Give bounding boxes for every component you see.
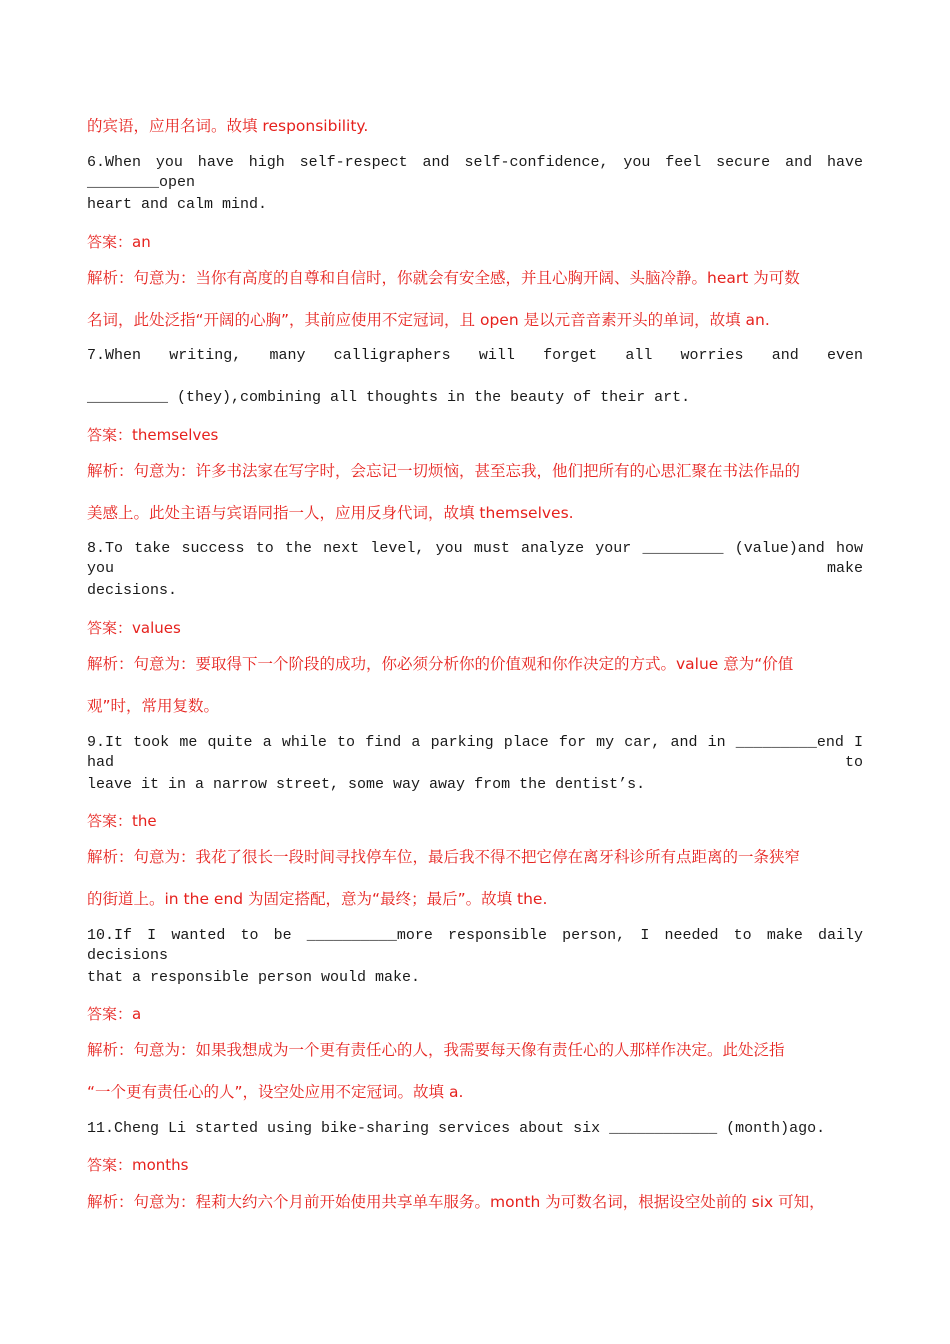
answer-10: 答案：a xyxy=(87,1005,142,1023)
explanation-6-line-1: 解析：句意为：当你有高度的自尊和自信时，你就会有安全感，并且心胸开阔、头脑冷静。heart 为可数 xyxy=(87,269,800,287)
question-6-line-2: heart and calm mind. xyxy=(87,196,268,213)
answer-6: 答案：an xyxy=(87,233,151,251)
question-6-line-1: 6.When you have high self-respect and self-confidence, you feel secure and have ________open xyxy=(87,154,863,191)
explanation-6-line-2: 名词，此处泛指“开阔的心胸”，其前应使用不定冠词，且 open 是以元音音素开头的单词，故填 an. xyxy=(87,311,770,329)
explanation-10-line-2: “一个更有责任心的人”，设空处应用不定冠词。故填 a. xyxy=(87,1083,464,1101)
explanation-7-line-1: 解析：句意为：许多书法家在写字时，会忘记一切烦恼，甚至忘我，他们把所有的心思汇聚在书法作品的 xyxy=(87,462,801,480)
explanation-8-line-2: 观”时，常用复数。 xyxy=(87,697,220,715)
explanation-line: 的宾语，应用名词。故填 responsibility. xyxy=(87,117,369,135)
question-8-line-1: 8.To take success to the next level, you must analyze your _________ (value)and how you make xyxy=(87,540,863,577)
explanation-11-line-1: 解析：句意为：程莉大约六个月前开始使用共享单车服务。month 为可数名词，根据设空处前的 six 可知， xyxy=(87,1193,825,1211)
explanation-9-line-1: 解析：句意为：我花了很长一段时间寻找停车位，最后我不得不把它停在离牙科诊所有点距离的一条狭窄 xyxy=(87,848,801,866)
explanation-9-line-2: 的街道上。in the end 为固定搭配，意为“最终；最后”。故填 the. xyxy=(87,890,548,908)
question-10-line-2: that a responsible person would make. xyxy=(87,969,421,986)
question-7-line-2: _________ (they),combining all thoughts in the beauty of their art. xyxy=(87,389,691,406)
question-9-line-1: 9.It took me quite a while to find a parking place for my car, and in _________end I had to xyxy=(87,734,863,771)
explanation-8-line-1: 解析：句意为：要取得下一个阶段的成功，你必须分析你的价值观和你作决定的方式。value 意为“价值 xyxy=(87,655,794,673)
explanation-7-line-2: 美感上。此处主语与宾语同指一人，应用反身代词，故填 themselves. xyxy=(87,504,574,522)
answer-7: 答案：themselves xyxy=(87,426,219,444)
question-10-line-1: 10.If I wanted to be __________more responsible person, I needed to make daily decisions xyxy=(87,927,863,964)
question-11-line-1: 11.Cheng Li started using bike-sharing services about six ____________ (month)ago. xyxy=(87,1120,826,1137)
question-8-line-2: decisions. xyxy=(87,582,178,599)
answer-9: 答案：the xyxy=(87,812,157,830)
question-9-line-2: leave it in a narrow street, some way away from the dentist’s. xyxy=(87,776,646,793)
explanation-10-line-1: 解析：句意为：如果我想成为一个更有责任心的人，我需要每天像有责任心的人那样作决定。此处泛指 xyxy=(87,1041,785,1059)
answer-11: 答案：months xyxy=(87,1156,189,1174)
answer-8: 答案：values xyxy=(87,619,181,637)
question-7-line-1: 7.When writing, many calligraphers will forget all worries and even xyxy=(87,347,863,364)
